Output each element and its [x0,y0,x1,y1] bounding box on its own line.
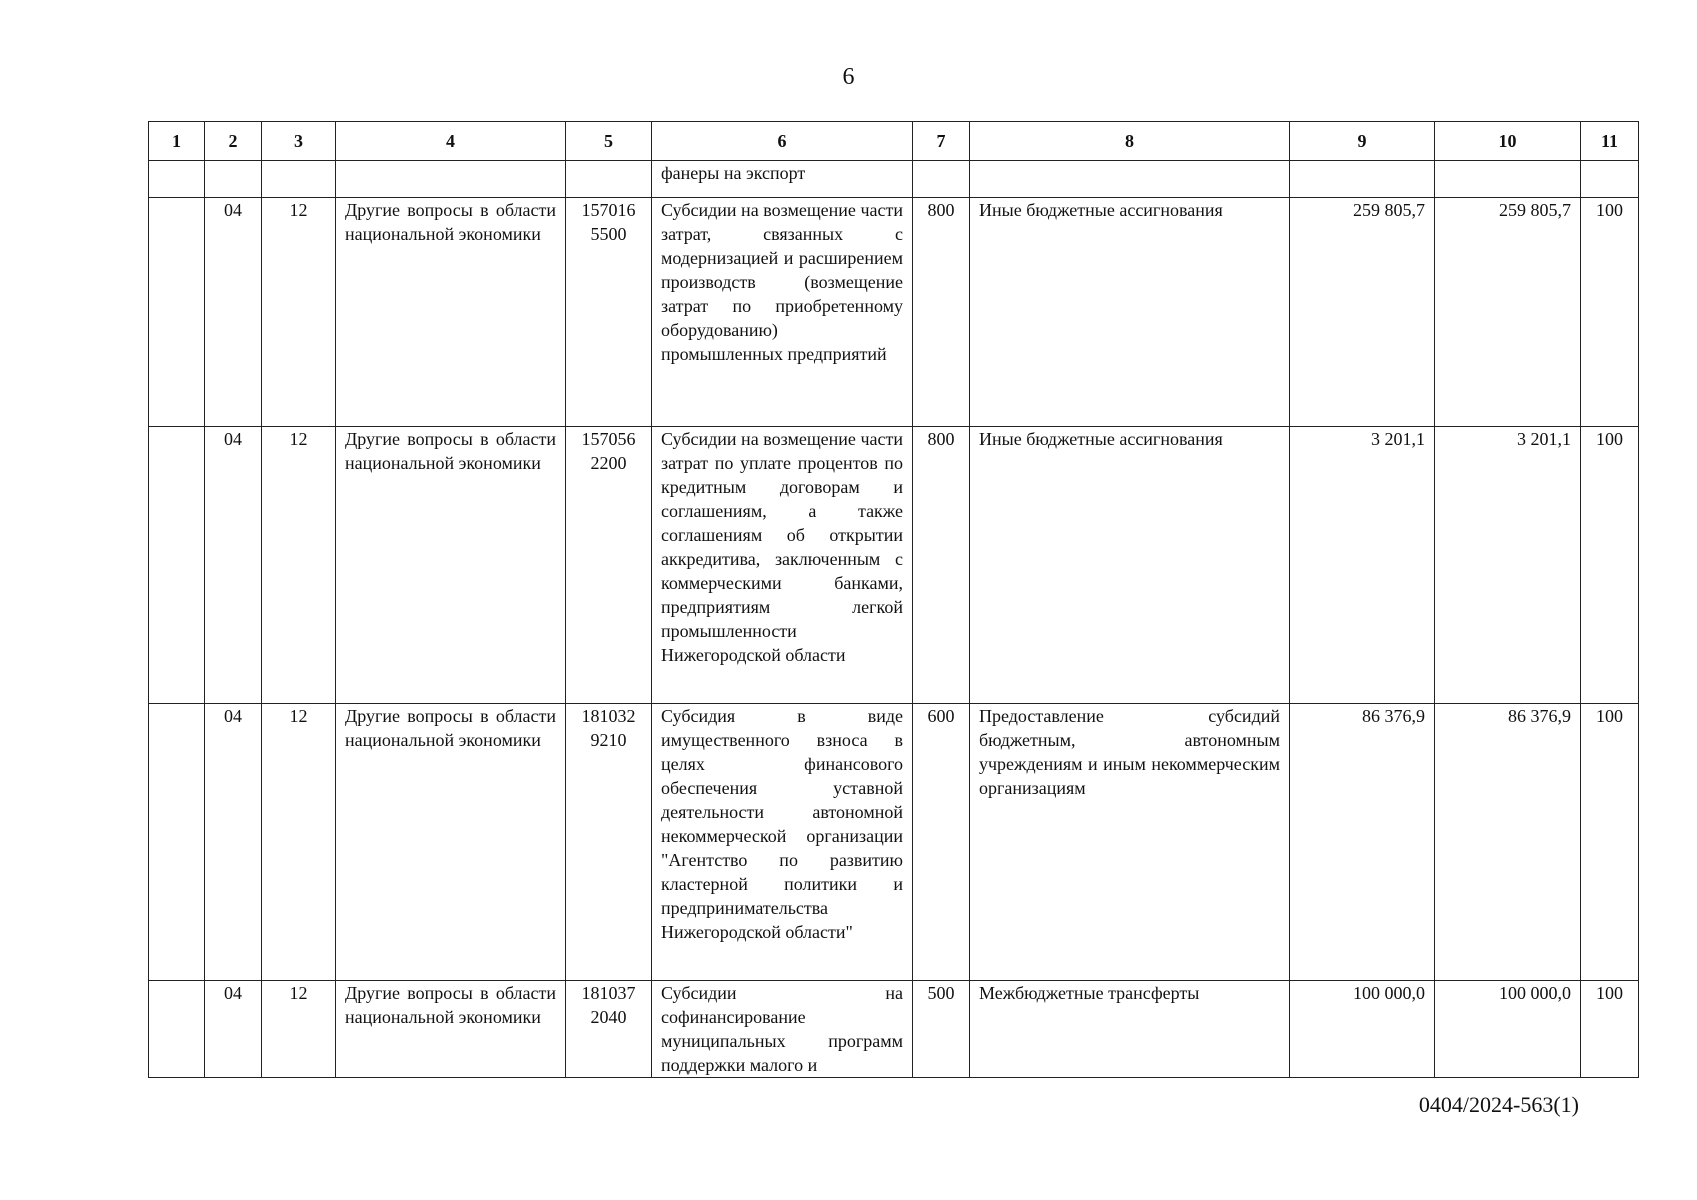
column-header: 3 [262,122,336,161]
table-cell [149,981,205,1078]
table-cell: 3 201,1 [1435,427,1581,704]
column-header: 4 [336,122,566,161]
column-header: 2 [205,122,262,161]
table-cell: 12 [262,427,336,704]
table-cell: 04 [205,427,262,704]
table-cell: 181037 2040 [566,981,652,1078]
table-cell [262,161,336,198]
table-row [149,161,1639,198]
document-code: 0404/2024-563(1) [1418,1092,1579,1117]
table-cell: 259 805,7 [1435,198,1581,427]
table-cell: 157016 5500 [566,198,652,427]
column-header: 9 [1290,122,1435,161]
page-number: 6 [842,64,855,90]
table-cell: 04 [205,704,262,981]
table-cell: Другие вопросы в области национальной экономики [336,427,566,704]
column-header: 6 [652,122,913,161]
table-cell: 181032 9210 [566,704,652,981]
table-cell: 100 [1581,704,1639,981]
table-cell [970,161,1290,198]
header-row [149,122,1639,161]
budget-table [148,121,1639,1078]
table-cell: 12 [262,704,336,981]
table-cell [566,161,652,198]
table-cell: Предоставление субсидий бюджетным, автономным учреждениям и иным некоммерческим организациям [970,704,1290,981]
table-cell: 04 [205,981,262,1078]
table-cell [913,161,970,198]
table-cell: Межбюджетные трансферты [970,981,1290,1078]
table-cell [336,161,566,198]
table-row [149,198,1639,427]
table-cell: 86 376,9 [1290,704,1435,981]
table-cell: Другие вопросы в области национальной экономики [336,704,566,981]
table-cell: Иные бюджетные ассигнования [970,427,1290,704]
table-cell: 3 201,1 [1290,427,1435,704]
table-cell: 100 [1581,198,1639,427]
table-cell: фанеры на экспорт [652,161,913,198]
table-cell [149,161,205,198]
column-header: 5 [566,122,652,161]
table-cell: 04 [205,198,262,427]
column-header: 7 [913,122,970,161]
table-row [149,427,1639,704]
table-cell: 259 805,7 [1290,198,1435,427]
table-cell: 12 [262,198,336,427]
table-cell: Субсидии на возмещение части затрат, связанных с модернизацией и расширением производств (возмещение затрат по приобретенному оборудованию) промышленных предприятий [652,198,913,427]
table-cell: Другие вопросы в области национальной экономики [336,981,566,1078]
table-cell: 86 376,9 [1435,704,1581,981]
column-header: 10 [1435,122,1581,161]
table-cell: Субсидии на софинансирование муниципальных программ поддержки малого и [652,981,913,1078]
column-header: 1 [149,122,205,161]
table-row [149,704,1639,981]
table-cell [1290,161,1435,198]
table-cell: 12 [262,981,336,1078]
table-cell: 100 [1581,427,1639,704]
table-cell [1435,161,1581,198]
table-cell [205,161,262,198]
column-header: 11 [1581,122,1639,161]
table-cell: 600 [913,704,970,981]
table-cell [149,198,205,427]
table-cell: Субсидия в виде имущественного взноса в целях финансового обеспечения уставной деятельности автономной некоммерческой организации "Агентство по развитию кластерной политики и предпринимательства Нижегородской области" [652,704,913,981]
column-header: 8 [970,122,1290,161]
table-cell: Иные бюджетные ассигнования [970,198,1290,427]
table-row [149,981,1639,1078]
table-cell: 100 000,0 [1290,981,1435,1078]
table-cell: Другие вопросы в области национальной экономики [336,198,566,427]
table-cell: 800 [913,198,970,427]
table-cell [149,704,205,981]
table-cell: 157056 2200 [566,427,652,704]
table-cell [149,427,205,704]
table-cell: 100 [1581,981,1639,1078]
table-cell: 500 [913,981,970,1078]
table-cell: 800 [913,427,970,704]
table-cell: Субсидии на возмещение части затрат по уплате процентов по кредитным договорам и соглашениям, а также соглашениям об открытии аккредитива, заключенным с коммерческими банками, предприятиям легкой промышленности Нижегородской области [652,427,913,704]
table-cell: 100 000,0 [1435,981,1581,1078]
table-cell [1581,161,1639,198]
